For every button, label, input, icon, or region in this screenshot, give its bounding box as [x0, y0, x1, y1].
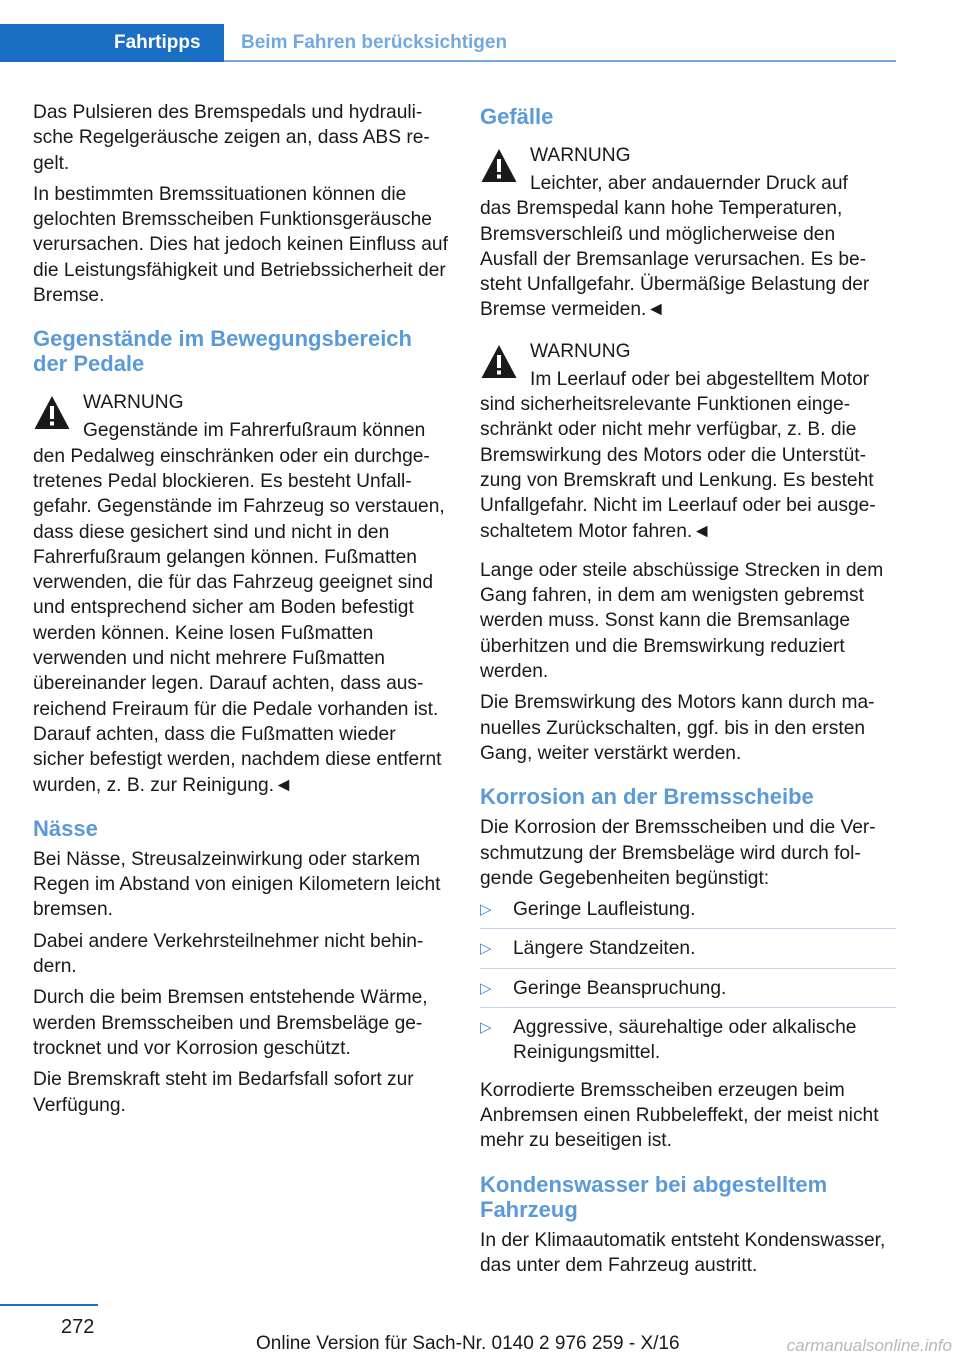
- paragraph-wet-1: Bei Nässe, Streusalzeinwirkung oder starkem Regen im Abstand von einigen Kilometern leicht bremsen.: [33, 848, 441, 921]
- online-version-note: Online Version für Sach-Nr. 0140 2 976 259 - X/16: [256, 1333, 680, 1354]
- paragraph-downhill-1: Lange oder steile abschüssige Strecken in dem Gang fahren, in dem am wenigsten gebremst werden muss. Sonst kann die Bremsanlage überhitzen und die Bremswirkung reduziert werden.: [480, 559, 884, 683]
- list-item: ▷ Längere Standzeiten.: [480, 936, 896, 968]
- warning-triangle-icon: [33, 394, 71, 432]
- paragraph-condensation: In der Klimaautomatik entsteht Kondenswasser, das unter dem Fahrzeug austritt.: [480, 1229, 886, 1276]
- paragraph-abs: Das Pulsieren des Bremspedals und hydraulische Regelgeräusche zeigen an, dass ABS regelt.: [33, 102, 430, 174]
- warning-first-line: Im Leerlauf oder bei abgestelltem Motor: [530, 368, 870, 390]
- paragraph-brake-noise: In bestimmten Bremssituationen können die gelochten Bremsscheiben Funktionsgeräusche verursachen. Dies hat jedoch keinen Einfluss auf die Leistungsfähigkeit und Betriebssicherheit der Bremse.: [33, 183, 448, 307]
- warning-block-idle: [480, 337, 896, 544]
- paragraph-corrosion-2: Korrodierte Bremsscheiben erzeugen beim Anbremsen einen Rubbeleffekt, der meist nicht mehr zu beseitigen ist.: [480, 1079, 879, 1152]
- warning-label: WARNUNG: [83, 392, 184, 414]
- footer-rule: [0, 1304, 98, 1306]
- triangle-bullet-icon: ▷: [480, 979, 492, 997]
- right-column: [480, 100, 896, 1284]
- warning-label: WARNUNG: [530, 340, 631, 362]
- heading-condensation: Kondenswasser bei abgestelltem Fahrzeug: [480, 1171, 828, 1222]
- section-title: Beim Fahren berücksichtigen: [241, 32, 508, 53]
- heading-wetness: Nässe: [33, 815, 98, 841]
- chapter-tab[interactable]: Fahrtipps: [0, 24, 224, 62]
- page-header: [0, 24, 896, 62]
- triangle-bullet-icon: ▷: [480, 901, 492, 919]
- paragraph-corrosion-1: Die Korrosion der Bremsscheiben und die Verschmutzung der Bremsbeläge wird durch folgende Gegebenheiten begünstigt:: [480, 817, 876, 889]
- paragraph-downhill-2: Die Bremswirkung des Motors kann durch manuelles Zurückschalten, ggf. bis in den ersten Gang, weiter verstärkt werden.: [480, 692, 875, 764]
- warning-first-line: Gegenstände im Fahrerfußraum können: [83, 420, 426, 442]
- paragraph-wet-4: Die Bremskraft steht im Bedarfsfall sofort zur Verfügung.: [33, 1069, 414, 1116]
- warning-triangle-icon: [480, 147, 518, 185]
- heading-pedal-objects: Gegenstände im Bewegungsbereich der Pedale: [33, 326, 412, 377]
- left-column: [33, 100, 449, 1124]
- triangle-bullet-icon: ▷: [480, 940, 492, 958]
- heading-downhill: Gefälle: [480, 104, 554, 129]
- warning-triangle-icon: [480, 343, 518, 381]
- warning-block-brake-pressure: [480, 141, 896, 323]
- corrosion-factors-list: [480, 897, 896, 1071]
- warning-first-line: Leichter, aber andauernder Druck auf: [530, 173, 848, 194]
- triangle-bullet-icon: ▷: [480, 1019, 492, 1037]
- warning-text: den Pedalweg einschränken oder ein durchgetretenes Pedal blockieren. Es besteht Unfallgefahr. Gegenstände im Fahrzeug so verstauen, dass diese gesichert sind und nicht in den Fahrerfußraum gelangen können. Fußmatten verwenden, die für das Fahrzeug geeignet sind und entsprechend sicher am Boden befestigt werden können. Keine losen Fußmatten verwenden und nicht mehrere Fußmatten übereinander legen. Darauf achten, dass ausreichend Freiraum für die Pedale vorhanden ist. Darauf achten, dass die Fußmatten wieder sicher befestigt werden, nachdem diese entfernt wurden, z. B. zur Reinigung.◄: [33, 445, 445, 796]
- paragraph-wet-2: Dabei andere Verkehrsteilnehmer nicht behindern.: [33, 930, 424, 978]
- warning-text: das Bremspedal kann hohe Temperaturen, Bremsverschleiß und möglicherweise den Ausfall der Bremsanlage verursachen. Es besteht Unfallgefahr. Übermäßige Belastung der Bremse vermeiden.◄: [480, 198, 870, 321]
- page-number: 272: [61, 1316, 95, 1338]
- warning-label: WARNUNG: [530, 145, 631, 166]
- header-rule: [224, 60, 896, 62]
- list-item: ▷ Aggressive, säurehaltige oder alkalische Reinigungsmittel.: [480, 1017, 857, 1064]
- paragraph-wet-3: Durch die beim Bremsen entstehende Wärme, werden Bremsscheiben und Bremsbeläge getrocknet und vor Korrosion geschützt.: [33, 987, 428, 1059]
- warning-block-pedal: [33, 388, 449, 797]
- watermark: carmanualsonline.info: [786, 1336, 952, 1355]
- list-item: ▷ Geringe Laufleistung.: [480, 897, 896, 929]
- list-item: ▷ Geringe Beanspruchung.: [480, 976, 896, 1008]
- heading-corrosion: Korrosion an der Bremsscheibe: [480, 784, 814, 810]
- warning-text: sind sicherheitsrelevante Funktionen eingeschränkt oder nicht mehr verfügbar, z. B. die Bremswirkung des Motors oder die Unterstützung von Bremskraft und Lenkung. Es besteht Unfallgefahr. Nicht im Leerlauf oder bei ausgeschaltetem Motor fahren.◄: [480, 394, 876, 542]
